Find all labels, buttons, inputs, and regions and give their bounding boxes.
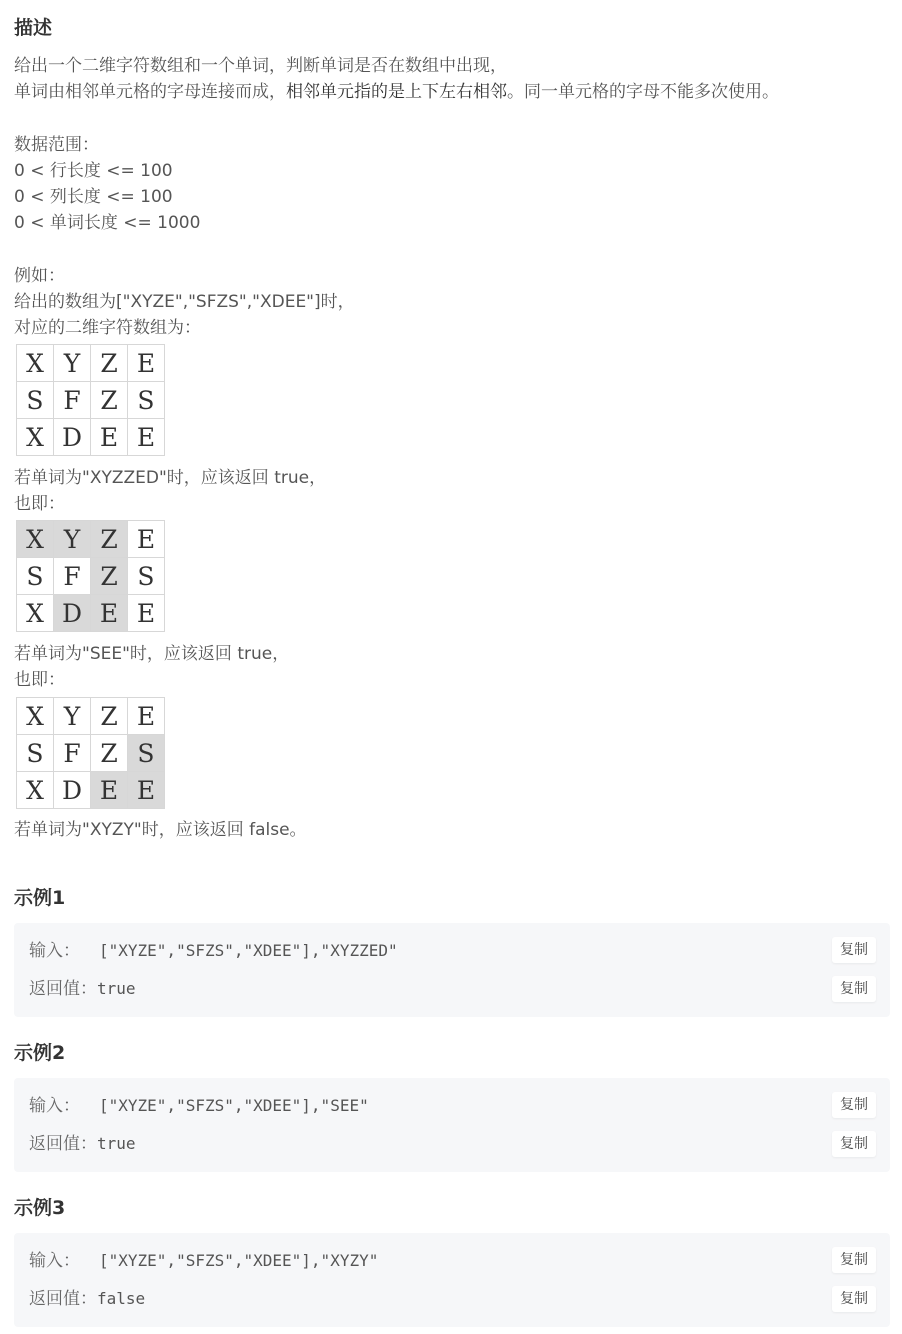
description-line-2c: 。同一单元格的字母不能多次使用。 xyxy=(507,82,779,102)
grid-cell-highlighted: E xyxy=(128,772,165,809)
input-value: ["XYZE","SFZS","XDEE"],"XYZY" xyxy=(99,1251,379,1270)
grid-cell: E xyxy=(128,419,165,456)
grid-cell: E xyxy=(128,595,165,632)
example-grid-line: 对应的二维字符数组为： xyxy=(14,318,201,338)
grid-cell: E xyxy=(128,521,165,558)
output-value: true xyxy=(97,979,136,998)
grid-cell-highlighted: Z xyxy=(91,558,128,595)
description-line-1: 给出一个二维字符数组和一个单词，判断单词是否在数组中出现， xyxy=(14,56,507,76)
grid-cell: Z xyxy=(91,382,128,419)
copy-output-button[interactable]: 复制 xyxy=(832,1131,876,1157)
input-label: 输入： xyxy=(29,1096,80,1116)
grid-cell: Z xyxy=(91,345,128,382)
example-array-line: 给出的数组为["XYZE","SFZS","XDEE"]时， xyxy=(14,292,355,312)
grid-cell-highlighted: S xyxy=(128,735,165,772)
output-label: 返回值： xyxy=(29,979,97,999)
input-label: 输入： xyxy=(29,941,80,961)
description-emphasis: 相邻单元指的是上下左右相邻 xyxy=(286,82,507,102)
grid-cell: F xyxy=(54,735,91,772)
output-value: true xyxy=(97,1134,136,1153)
case3-line: 若单词为"XYZY"时，应该返回 false。 xyxy=(14,820,307,840)
grid-cell: E xyxy=(91,419,128,456)
grid-cell: S xyxy=(17,382,54,419)
input-label: 输入： xyxy=(29,1251,80,1271)
grid-cell: F xyxy=(54,558,91,595)
case2-line: 若单词为"SEE"时，应该返回 true， xyxy=(14,644,290,664)
range-col: 0 < 列长度 <= 100 xyxy=(14,187,173,207)
grid-cell: E xyxy=(128,698,165,735)
example-1-input-row xyxy=(29,938,398,964)
example-1-output-row xyxy=(29,976,136,1002)
grid-cell: S xyxy=(128,382,165,419)
case2-also: 也即： xyxy=(14,670,65,690)
grid-cell-highlighted: D xyxy=(54,595,91,632)
grid-cell-highlighted: X xyxy=(17,521,54,558)
grid-cell: S xyxy=(17,558,54,595)
char-grid-plain xyxy=(16,344,165,456)
example-2-title: 示例2 xyxy=(14,1042,66,1064)
grid-cell: E xyxy=(128,345,165,382)
char-grid-path-1 xyxy=(16,520,165,632)
copy-input-button[interactable]: 复制 xyxy=(832,937,876,963)
example-1-box xyxy=(14,923,890,1017)
char-grid-path-2 xyxy=(16,697,165,809)
description-line-2 xyxy=(14,81,779,103)
description-heading: 描述 xyxy=(14,17,53,39)
case1-also: 也即： xyxy=(14,494,65,514)
case1-line: 若单词为"XYZZED"时，应该返回 true， xyxy=(14,468,327,488)
example-3-output-row xyxy=(29,1286,145,1312)
grid-cell-highlighted: E xyxy=(91,772,128,809)
example-2-input-row xyxy=(29,1093,369,1119)
grid-cell: F xyxy=(54,382,91,419)
copy-input-button[interactable]: 复制 xyxy=(832,1092,876,1118)
range-word: 0 < 单词长度 <= 1000 xyxy=(14,213,201,233)
grid-cell: X xyxy=(17,698,54,735)
grid-cell: D xyxy=(54,772,91,809)
output-label: 返回值： xyxy=(29,1134,97,1154)
grid-cell-highlighted: E xyxy=(91,595,128,632)
copy-output-button[interactable]: 复制 xyxy=(832,976,876,1002)
description-line-2a: 单词由相邻单元格的字母连接而成， xyxy=(14,82,286,102)
input-value: ["XYZE","SFZS","XDEE"],"SEE" xyxy=(99,1096,369,1115)
example-3-input-row xyxy=(29,1248,378,1274)
range-row: 0 < 行长度 <= 100 xyxy=(14,161,173,181)
grid-cell: X xyxy=(17,419,54,456)
example-title: 例如： xyxy=(14,266,65,286)
grid-cell: Z xyxy=(91,698,128,735)
grid-cell: S xyxy=(128,558,165,595)
grid-cell: S xyxy=(17,735,54,772)
grid-cell: D xyxy=(54,419,91,456)
grid-cell-highlighted: Z xyxy=(91,521,128,558)
example-2-box xyxy=(14,1078,890,1172)
grid-cell: Z xyxy=(91,735,128,772)
grid-cell: Y xyxy=(54,345,91,382)
example-3-box xyxy=(14,1233,890,1327)
grid-cell: X xyxy=(17,595,54,632)
input-value: ["XYZE","SFZS","XDEE"],"XYZZED" xyxy=(99,941,398,960)
example-1-title: 示例1 xyxy=(14,887,66,909)
example-3-title: 示例3 xyxy=(14,1197,66,1219)
grid-cell: X xyxy=(17,345,54,382)
copy-input-button[interactable]: 复制 xyxy=(832,1247,876,1273)
grid-cell: Y xyxy=(54,698,91,735)
output-value: false xyxy=(97,1289,146,1308)
output-label: 返回值： xyxy=(29,1289,97,1309)
copy-output-button[interactable]: 复制 xyxy=(832,1286,876,1312)
grid-cell: X xyxy=(17,772,54,809)
range-title: 数据范围： xyxy=(14,135,99,155)
grid-cell-highlighted: Y xyxy=(54,521,91,558)
example-2-output-row xyxy=(29,1131,136,1157)
